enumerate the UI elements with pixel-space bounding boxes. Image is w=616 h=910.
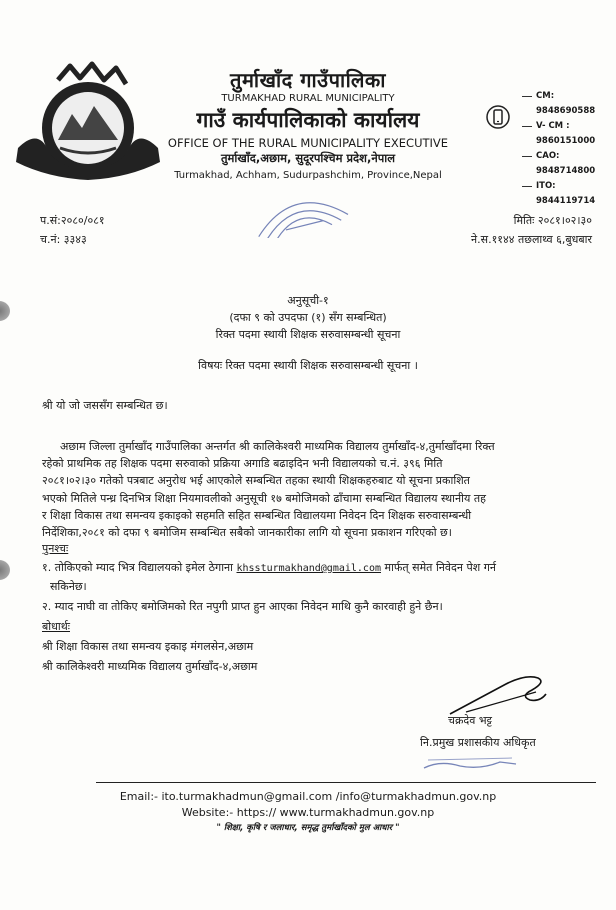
body-line: भएको मितिले पन्ध्र दिनभित्र शिक्षा नियमावलीको अनुसूची १७ बमोजिमको ढाँचामा सम्बन्धित विद्यालय स्थानीय तह	[42, 491, 486, 505]
signatory-title: नि.प्रमुख प्रशासकीय अधिकृत	[420, 736, 536, 749]
office-stamp	[246, 186, 354, 238]
cc-recipient: श्री शिक्षा विकास तथा समन्वय इकाइ मंगलसेन,अछाम	[42, 640, 254, 653]
school-email-link[interactable]: khssturmakhand@gmail.com	[236, 563, 381, 574]
date-bs: मितिः २०८१।०२।३०	[513, 214, 592, 227]
date-nepal-samvat: ने.स.११४४ तछलाथ्व ६,बुधबार	[471, 233, 592, 246]
municipality-name-english: TURMAKHAD RURAL MUNICIPALITY	[221, 93, 395, 104]
contact-cm: CM: 9848690588	[522, 89, 616, 119]
footer-divider	[96, 782, 596, 783]
body-line: अछाम जिल्ला तुर्माखाँद गाउँपालिका अन्तर्गत श्री कालिकेश्वरी माध्यमिक विद्यालय तुर्माखाँद-४,तुर्माखाँदमा रिक्त	[60, 440, 495, 453]
reference-block	[40, 211, 105, 249]
annex-reference: (दफा ९ को उपदफा (१) सँग सम्बन्धित)	[229, 311, 387, 324]
postscript-point-2: २. म्याद नाघी वा तोकिए बमोजिमको रित नपुगी प्राप्त हुन आएका निवेदन माथि कुनै कारवाही हुने छैन।	[42, 600, 443, 613]
body-line: निर्देशिका,२०८१ को दफा ९ बमोजिम सम्बन्धित सबैको जानकारीका लागि यो सूचना प्रकाशन गरिएको छ।	[42, 526, 452, 540]
point1-continuation: सकिनेछ।	[50, 580, 87, 593]
subject-line: विषयः रिक्त पदमा स्थायी शिक्षक सरुवासम्बन्धी सूचना ।	[198, 359, 418, 372]
annex-heading	[0, 292, 616, 343]
cc-heading: बोधार्थः	[42, 620, 70, 633]
reference-number: प.सं:२०८०/०८१	[40, 214, 105, 227]
point1-text-end: मार्फत् समेत निवेदन पेश गर्न	[381, 561, 496, 574]
footer-motto: " शिक्षा, कृषि र जलाधार, समृद्ध तुर्माखाँदको मुल आधार "	[216, 823, 400, 833]
body-line: २०८१।०२।३० गतेको पत्रबाट अनुरोध भई आएकोले सम्बन्धित तहका स्थायी शिक्षकहरुबाट यो सूचना प्रकाशित	[42, 474, 470, 488]
notice-body	[42, 438, 582, 541]
contact-numbers	[522, 89, 616, 209]
handwritten-signature	[446, 670, 556, 718]
footer-email[interactable]: Email:- ito.turmakhadmun@gmail.com /info@turmakhadmun.gov.np	[119, 790, 497, 803]
footer-website[interactable]: Website:- https:// www.turmakhadmun.gov.np	[181, 806, 435, 819]
binder-hole-bottom	[0, 560, 10, 580]
salutation: श्री यो जो जससँग सम्बन्धित छ।	[42, 399, 168, 412]
municipality-name-nepali: तुर्माखाँद गाउँपालिका	[230, 68, 386, 92]
signatory-stamp	[420, 752, 520, 774]
office-name-nepali: गाउँ कार्यपालिकाको कार्यालय	[196, 108, 420, 132]
cc-recipient: श्री कालिकेश्वरी माध्यमिक विद्यालय तुर्माखाँद-४,अछाम	[42, 660, 258, 673]
address-english: Turmakhad, Achham, Sudurpashchim, Province,Nepal	[174, 170, 442, 181]
contact-cao: CAO: 9848714800	[522, 149, 616, 179]
office-name-english: OFFICE OF THE RURAL MUNICIPALITY EXECUTIVE	[167, 136, 449, 150]
postscript-heading: पुनश्चः	[42, 542, 69, 555]
signatory-name: चक्रदेव भट्ट	[448, 714, 492, 727]
address-nepali: तुर्माखाँद,अछाम, सुदूरपश्चिम प्रदेश,नेपाल	[220, 151, 396, 165]
point1-text: १. तोकिएको म्याद भित्र विद्यालयको इमेल ठेगाना	[42, 561, 237, 574]
annex-number: अनुसूची-१	[287, 294, 329, 307]
annex-title: रिक्त पदमा स्थायी शिक्षक सरुवासम्बन्धी सूचना	[215, 328, 401, 341]
dispatch-number: च.नं: ३३४३	[40, 233, 87, 246]
contact-vcm: V- CM : 9860151000	[522, 119, 616, 149]
postscript-point-1	[42, 559, 582, 596]
body-line: र शिक्षा विकास तथा समन्वय इकाइको सहमति सहित सम्बन्धित विद्यालयमा निवेदन दिन शिक्षक सरुवासम्बन्धी	[42, 508, 472, 522]
date-block	[471, 211, 592, 249]
phone-icon	[486, 105, 510, 129]
body-line: रहेको प्राथमिक तह शिक्षक पदमा सरुवाको प्रक्रिया अगाडि बढाइदिन भनी विद्यालयको च.नं. ३९६ मिति	[42, 457, 443, 471]
contact-ito: ITO: 9844119714	[522, 179, 616, 209]
